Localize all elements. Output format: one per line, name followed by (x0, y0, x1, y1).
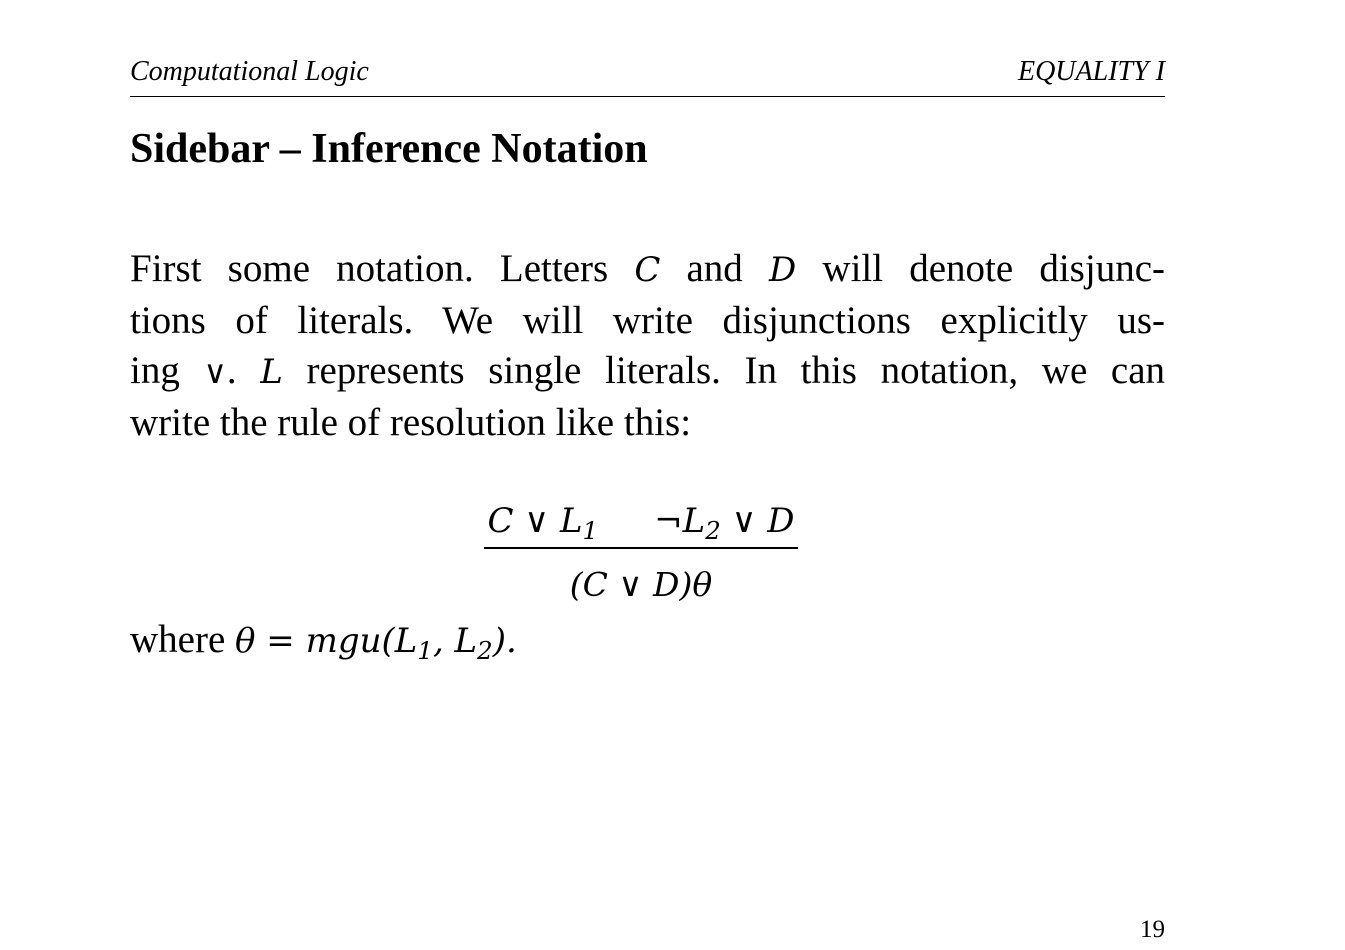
math-D: D (768, 250, 797, 290)
text-run: and (660, 247, 769, 290)
text-run: will denote disjunc- (796, 247, 1165, 290)
text-run: First some notation. Letters (130, 247, 635, 290)
mgu-lhs: θ = mgu(L (235, 621, 418, 661)
premise-2-text: ¬L (654, 501, 706, 541)
course-title: Computational Logic (130, 56, 369, 87)
inference-line (484, 547, 798, 549)
premise-2 (654, 501, 795, 545)
mgu-expression (235, 621, 517, 665)
paragraph-line-1 (130, 244, 1165, 296)
subscript: 2 (705, 515, 721, 545)
running-header (130, 56, 1165, 97)
rule-premises (484, 497, 798, 545)
math-or-symbol: ∨ (203, 353, 227, 391)
premise-2-tail: ∨ D (720, 501, 795, 541)
subscript: 1 (417, 635, 433, 665)
mgu-rhs: ). (492, 621, 517, 661)
math-C: C (634, 250, 661, 290)
body-paragraph (130, 244, 1165, 448)
slide-title: Sidebar – Inference Notation (130, 126, 648, 172)
page-number: 19 (1140, 916, 1165, 943)
paragraph-line-2: tions of literals. We will write disjunctions explicitly us- (130, 298, 1165, 342)
where-clause (130, 615, 517, 669)
text-run: . (226, 349, 261, 392)
paragraph-line-4: write the rule of resolution like this: (130, 400, 692, 444)
premise-1 (487, 501, 599, 545)
math-L: L (260, 352, 283, 392)
section-title: EQUALITY I (1017, 56, 1165, 87)
where-text: where (130, 618, 236, 661)
mgu-mid: , L (432, 621, 478, 661)
subscript: 1 (582, 515, 599, 545)
resolution-rule (484, 497, 798, 609)
text-run: ing (130, 349, 204, 392)
premise-1-text: C ∨ L (487, 501, 583, 541)
text-run: represents single literals. In this notation, we can (282, 349, 1165, 392)
paragraph-line-3 (130, 346, 1165, 398)
subscript: 2 (477, 635, 493, 665)
rule-conclusion: (C ∨ D)θ (569, 565, 713, 604)
